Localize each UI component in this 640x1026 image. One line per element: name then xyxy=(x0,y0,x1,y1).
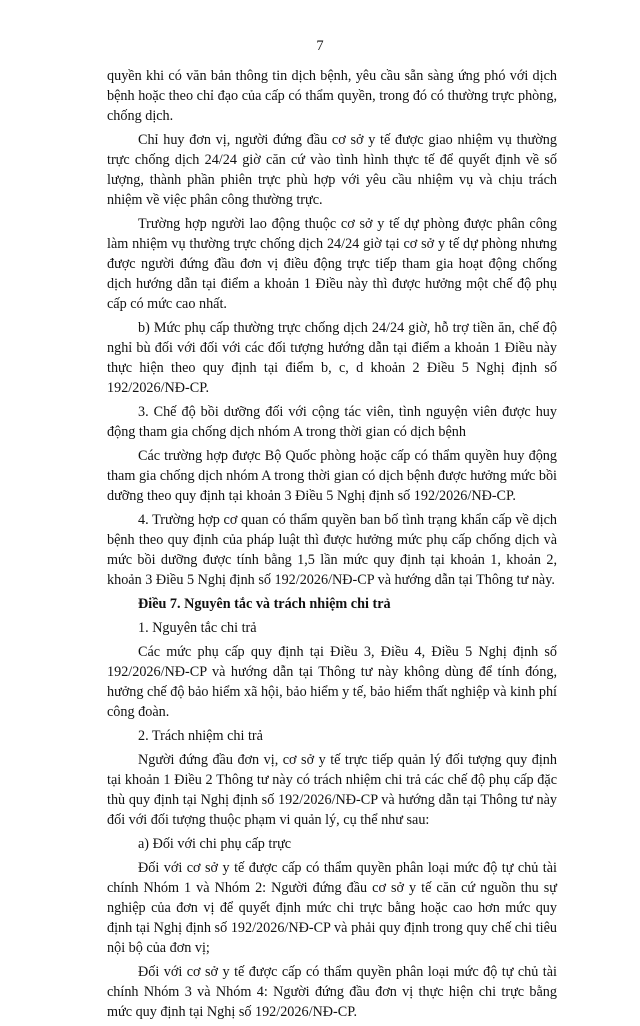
paragraph: Đối với cơ sở y tế được cấp có thẩm quyền phân loại mức độ tự chủ tài chính Nhóm 3 và Nhóm 4: Người đứng đầu đơn vị thực hiện chi trực bằng mức quy định tại Nghị số 192/2026/NĐ-CP. xyxy=(107,964,557,1020)
paragraph: b) Mức phụ cấp thường trực chống dịch 24/24 giờ, hỗ trợ tiền ăn, chế độ nghỉ bù đối với đối với các đối tượng hướng dẫn tại điểm a khoản 1 Điều này thực hiện theo quy định tại điểm b, c, d khoản 2 Điều 5 Nghị định số 192/2026/NĐ-CP. xyxy=(107,320,557,396)
document-body xyxy=(107,66,557,1026)
paragraph: Chỉ huy đơn vị, người đứng đầu cơ sở y tế được giao nhiệm vụ thường trực chống dịch 24/24 giờ căn cứ vào tình hình thực tế để quyết định về số lượng, thành phần phiên trực phù hợp với yêu cầu nhiệm vụ và chịu trách nhiệm về việc phân công thường trực. xyxy=(107,132,557,208)
paragraph: Đối với cơ sở y tế được cấp có thẩm quyền phân loại mức độ tự chủ tài chính Nhóm 1 và Nhóm 2: Người đứng đầu cơ sở y tế căn cứ nguồn thu sự nghiệp của đơn vị để quyết định mức chi trực bằng hoặc cao hơn mức quy định tại Nghị định số 192/2026/NĐ-CP và phải quy định trong quy chế chi tiêu nội bộ của đơn vị; xyxy=(107,860,557,956)
paragraph: Các mức phụ cấp quy định tại Điều 3, Điều 4, Điều 5 Nghị định số 192/2026/NĐ-CP và hướng dẫn tại Thông tư này không dùng để tính đóng, hưởng chế độ bảo hiểm xã hội, bảo hiểm y tế, bảo hiểm thất nghiệp và kinh phí công đoàn. xyxy=(107,644,557,720)
paragraph: Người đứng đầu đơn vị, cơ sở y tế trực tiếp quản lý đối tượng quy định tại khoản 1 Điều 2 Thông tư này có trách nhiệm chi trả các chế độ phụ cấp đặc thù quy định tại Nghị định số 192/2026/NĐ-CP và hướng dẫn tại Thông tư này đối với đối tượng thuộc phạm vi quản lý, cụ thể như sau: xyxy=(107,752,557,828)
paragraph: a) Đối với chi phụ cấp trực xyxy=(138,836,292,852)
paragraph: 2. Trách nhiệm chi trả xyxy=(138,728,263,744)
paragraph: 3. Chế độ bồi dưỡng đối với cộng tác viên, tình nguyện viên được huy động tham gia chống dịch nhóm A trong thời gian có dịch bệnh xyxy=(107,404,557,440)
paragraph: Các trường hợp được Bộ Quốc phòng hoặc cấp có thẩm quyền huy động tham gia chống dịch nhóm A trong thời gian có dịch bệnh được hưởng mức bồi dưỡng theo quy định tại khoản 3 Điều 5 Nghị định số 192/2026/NĐ-CP. xyxy=(107,448,557,504)
paragraph: quyền khi có văn bản thông tin dịch bệnh, yêu cầu sẵn sàng ứng phó với dịch bệnh hoặc theo chỉ đạo của cấp có thẩm quyền, trong đó có thường trực phòng, chống dịch. xyxy=(107,68,557,124)
page-number: 7 xyxy=(316,38,324,54)
section-heading: Điều 7. Nguyên tắc và trách nhiệm chi trả xyxy=(138,596,391,612)
paragraph: 1. Nguyên tắc chi trả xyxy=(138,620,257,636)
paragraph: Trường hợp người lao động thuộc cơ sở y tế dự phòng được phân công làm nhiệm vụ thường trực chống dịch 24/24 giờ tại cơ sở y tế dự phòng nhưng được người đứng đầu đơn vị điều động trực tiếp tham gia hoạt động chống dịch hướng dẫn tại điểm a khoản 1 Điều này thì được hưởng một chế độ phụ cấp có mức cao nhất. xyxy=(107,216,557,312)
paragraph: 4. Trường hợp cơ quan có thẩm quyền ban bố tình trạng khẩn cấp về dịch bệnh theo quy định của pháp luật thì được hưởng mức phụ cấp chống dịch và mức bồi dưỡng được tính bằng 1,5 lần mức quy định tại khoản 1, khoản 2, khoản 3 Điều 5 Nghị định số 192/2026/NĐ-CP và hướng dẫn tại Thông tư này. xyxy=(107,512,557,588)
